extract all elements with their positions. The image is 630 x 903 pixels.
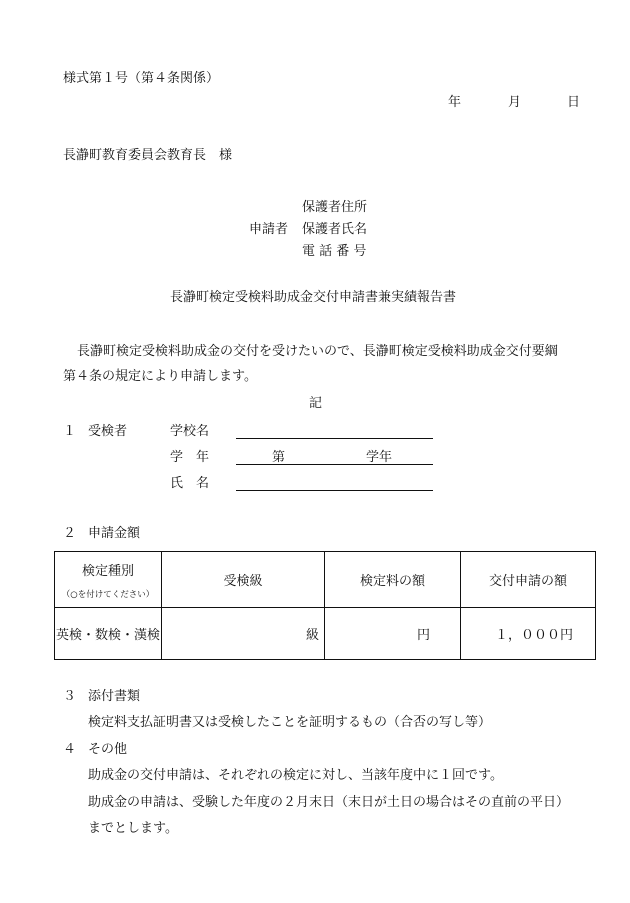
- student-name-label: 氏 名: [170, 476, 210, 491]
- phone-label: 電 話 番 号: [302, 244, 367, 259]
- section1-number: １: [63, 424, 77, 439]
- section4-number: ４: [63, 742, 77, 757]
- section4-line-3: までとします。: [88, 821, 178, 836]
- grade-label: 学 年: [170, 450, 210, 465]
- header-exam-fee: 検定料の額: [325, 552, 461, 608]
- body-line-2: 第４条の規定により申請します。: [63, 369, 257, 384]
- section3-number: ３: [63, 689, 77, 704]
- section4-line-2: 助成金の申請は、受験した年度の２月末日（末日が土日の場合はその直前の平日）: [88, 795, 570, 810]
- header-exam-level: 受検級: [162, 552, 325, 608]
- school-label: 学校名: [170, 424, 210, 439]
- header-grant-amount: 交付申請の額: [461, 552, 596, 608]
- guardian-name-label: 保護者氏名: [302, 222, 368, 237]
- section2-number: ２: [63, 526, 77, 541]
- cell-exam-fee[interactable]: 円: [325, 608, 461, 660]
- section4-line-1: 助成金の交付申請は、それぞれの検定に対し、当該年度中に１回です。: [88, 768, 503, 783]
- cell-exam-level[interactable]: 級: [162, 608, 325, 660]
- form-label: 様式第１号（第４条関係）: [63, 71, 220, 86]
- application-amount-table: [54, 551, 596, 660]
- cell-grant-amount: １，０００円: [461, 608, 596, 660]
- header-exam-type: 検定種別 （○を付けてください）: [55, 552, 162, 608]
- date-month: 月: [508, 95, 522, 110]
- cell-exam-type[interactable]: 英検・数検・漢検: [55, 608, 162, 660]
- section2-label: 申請金額: [88, 526, 141, 541]
- body-line-1: 長瀞町検定受検料助成金の交付を受けたいので、長瀞町検定受検料助成金交付要綱: [77, 344, 558, 359]
- grade-dai: 第: [272, 450, 286, 465]
- section3-label: 添付書類: [88, 689, 141, 704]
- school-field[interactable]: [236, 438, 433, 439]
- student-name-field[interactable]: [236, 490, 433, 491]
- applicant-label: 申請者: [249, 222, 289, 237]
- table-row: [55, 608, 596, 660]
- table-header-row: [55, 552, 596, 608]
- section1-label: 受検者: [88, 424, 128, 439]
- grade-suffix: 学年: [366, 450, 393, 465]
- section4-label: その他: [88, 742, 128, 757]
- document-title: 長瀞町検定受検料助成金交付申請書兼実績報告書: [170, 290, 457, 305]
- addressee: 長瀞町教育委員会教育長 様: [63, 148, 233, 163]
- section3-text: 検定料支払証明書又は受検したことを証明するもの（合否の写し等）: [88, 715, 492, 730]
- header-exam-type-note: （○を付けてください）: [61, 589, 155, 600]
- guardian-address-label: 保護者住所: [302, 200, 368, 215]
- grade-field[interactable]: [236, 464, 433, 465]
- ki-heading: 記: [309, 396, 323, 411]
- date-day: 日: [567, 95, 581, 110]
- date-year: 年: [448, 95, 462, 110]
